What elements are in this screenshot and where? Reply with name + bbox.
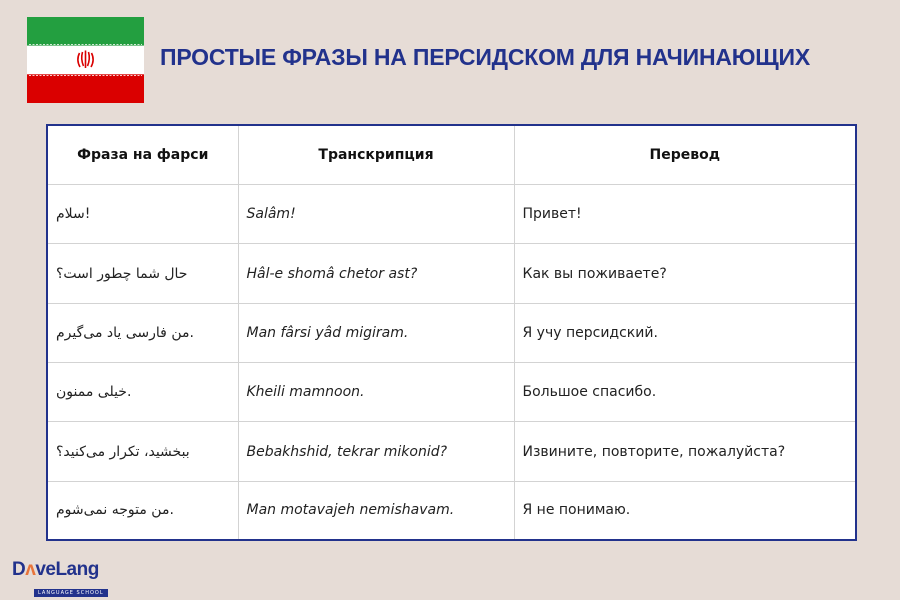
table-row [48, 185, 855, 244]
table-row [48, 481, 855, 539]
table-row [48, 363, 855, 422]
logo-accent-icon: ʌ [25, 559, 36, 580]
transcription-cell: Salâm! [238, 185, 514, 244]
table-row [48, 244, 855, 303]
transcription-cell: Hâl-e shomâ chetor ast? [238, 244, 514, 303]
header-translation: Перевод [514, 126, 855, 185]
header-farsi: Фраза на фарси [48, 126, 238, 185]
farsi-cell: من فارسی یاد می‌گیرم. [48, 303, 238, 362]
farsi-cell: من متوجه نمی‌شوم. [48, 481, 238, 539]
logo-subtitle: LANGUAGE SCHOOL [34, 589, 108, 597]
translation-cell: Я учу персидский. [514, 303, 855, 362]
farsi-cell: خیلی ممنون. [48, 363, 238, 422]
logo-wordmark: DʌveLang [12, 559, 99, 580]
translation-cell: Я не понимаю. [514, 481, 855, 539]
transcription-cell: Man fârsi yâd migiram. [238, 303, 514, 362]
iran-flag-icon [27, 17, 144, 103]
farsi-cell: ببخشید، تکرار می‌کنید؟ [48, 422, 238, 481]
phrases-table [46, 124, 857, 541]
divelang-logo [12, 560, 108, 598]
transcription-cell: Bebakhshid, tekrar mikonid? [238, 422, 514, 481]
translation-cell: Извините, повторите, пожалуйста? [514, 422, 855, 481]
translation-cell: Привет! [514, 185, 855, 244]
translation-cell: Как вы поживаете? [514, 244, 855, 303]
header-transcription: Транскрипция [238, 126, 514, 185]
translation-cell: Большое спасибо. [514, 363, 855, 422]
transcription-cell: Man motavajeh nemishavam. [238, 481, 514, 539]
transcription-cell: Kheili mamnoon. [238, 363, 514, 422]
table-row [48, 303, 855, 362]
page-title: ПРОСТЫЕ ФРАЗЫ НА ПЕРСИДСКОМ ДЛЯ НАЧИНАЮЩИХ [160, 44, 810, 70]
table-header-row [48, 126, 855, 185]
farsi-cell: حال شما چطور است؟ [48, 244, 238, 303]
farsi-cell: سلام! [48, 185, 238, 244]
table-row [48, 422, 855, 481]
